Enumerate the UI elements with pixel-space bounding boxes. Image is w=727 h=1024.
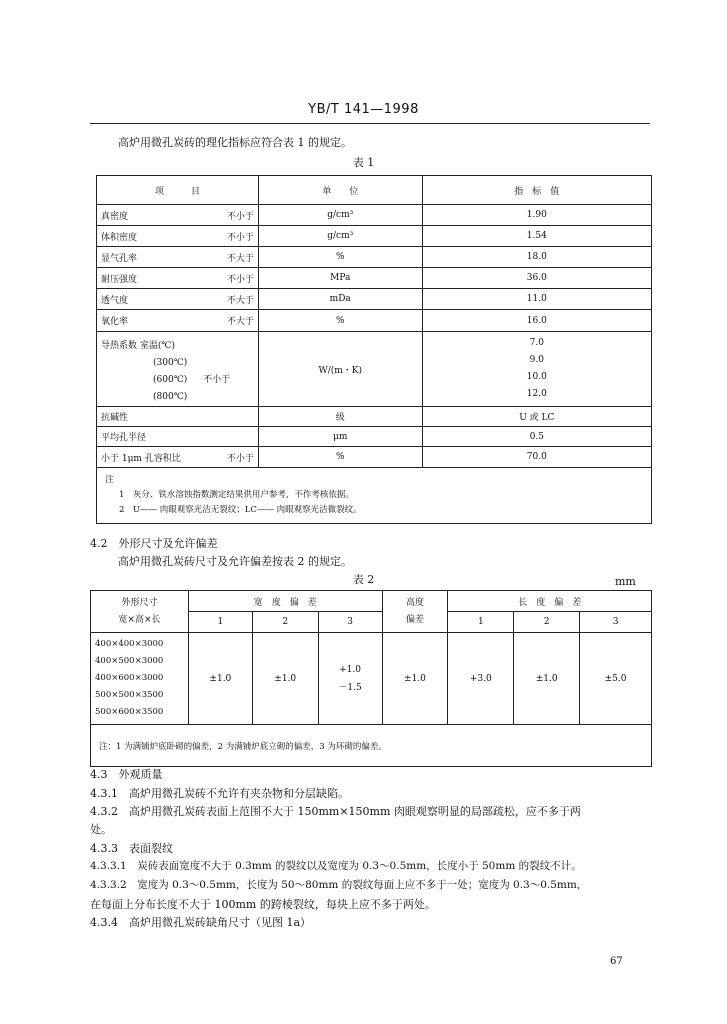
row-unit: g/cm³ (258, 226, 422, 247)
table2-h: ±1.0 (382, 633, 448, 725)
table-row (97, 205, 652, 226)
row-value: 16.0 (422, 310, 651, 332)
thermal-unit: W/(m・K) (258, 332, 422, 407)
row-value: U 或 LC (422, 407, 651, 427)
row-name: 显气孔率 (101, 253, 138, 264)
row-unit: % (258, 447, 422, 468)
table-row (97, 247, 652, 268)
row-value: 36.0 (422, 268, 651, 289)
row-unit: μm (258, 427, 422, 447)
thermal-value: 10.0 (526, 372, 547, 382)
row-cond: 不大于 (226, 295, 254, 306)
para-4-3-2: 4.3.2 高炉用微孔炭砖表面上范围不大于 150mm×150mm 肉眼观察明显的局部疏松，应不多于两 (90, 805, 581, 818)
table2-height-head-sub: 偏差 (405, 614, 424, 625)
row-cond: 不小于 (226, 274, 254, 285)
table2-sub-head: 3 (318, 612, 382, 633)
table1-note-1: 1 灰分、铁水溶蚀指数测定结果供用户参考，不作考核依据。 (119, 490, 354, 500)
row-value: 70.0 (422, 447, 651, 468)
thermal-temp: (800℃) (153, 392, 188, 402)
row-name: 小于 1μm 孔容积比 (101, 453, 181, 464)
table2-size: 400×400×3000 (95, 639, 164, 649)
table-row (97, 447, 652, 468)
table1-note-2: 2 U—— 肉眼观察光洁无裂纹；LC—— 肉眼观察光洁微裂纹。 (119, 505, 362, 515)
table2-size: 400×600×3000 (95, 673, 164, 683)
table1-header-row (97, 176, 652, 205)
table2-note: 注：1 为满铺炉底卧砌的偏差，2 为满铺炉底立砌的偏差，3 为环砌的偏差。 (91, 725, 652, 767)
page-number: 67 (610, 956, 623, 967)
table2-length-head: 长 度 偏 差 (448, 591, 652, 612)
thermal-row (97, 332, 652, 407)
table2-l2: ±1.0 (514, 633, 580, 725)
row-unit: 级 (258, 407, 422, 427)
row-cond: 不大于 (226, 253, 254, 264)
table2-w3-minus: －1.5 (338, 682, 362, 693)
row-name: 抗碱性 (101, 413, 129, 423)
table-row (97, 226, 652, 247)
table2-sub-head: 2 (514, 612, 580, 633)
table2-data-row (91, 633, 652, 725)
row-unit: MPa (258, 268, 422, 289)
para-4-3-4: 4.3.4 高炉用微孔炭砖缺角尺寸（见图 1a） (90, 916, 312, 929)
row-value: 1.90 (422, 205, 651, 226)
row-value: 1.54 (422, 226, 651, 247)
table1-head-value: 指 标 值 (422, 176, 651, 205)
table2-w2: ±1.0 (252, 633, 318, 725)
table2-sub-head: 1 (188, 612, 252, 633)
section-4-3-heading: 4.3 外观质量 (90, 768, 163, 781)
row-unit: % (258, 310, 422, 332)
row-cond: 不大于 (226, 317, 254, 327)
table2-height-head: 高度 (405, 597, 424, 608)
table2-size: 400×500×3000 (95, 656, 164, 666)
table1-notes-row (97, 468, 652, 524)
table-row (97, 268, 652, 289)
table2-l1: +3.0 (448, 633, 514, 725)
thermal-temp: (300℃) (153, 358, 188, 368)
table1-head-item: 项 目 (97, 176, 259, 205)
header-rule (90, 123, 650, 124)
table2 (90, 590, 652, 767)
thermal-value: 12.0 (526, 389, 547, 399)
table2-l3: ±5.0 (580, 633, 652, 725)
intro-text: 高炉用微孔炭砖的理化指标应符合表 1 的规定。 (118, 136, 352, 149)
table-row (97, 407, 652, 427)
table2-size: 500×600×3500 (95, 707, 164, 717)
row-value: 18.0 (422, 247, 651, 268)
table-row (97, 427, 652, 447)
table2-sub-head: 3 (580, 612, 652, 633)
table2-width-head: 宽 度 偏 差 (188, 591, 382, 612)
thermal-temp: (600℃) (153, 375, 188, 385)
row-unit: g/cm³ (258, 205, 422, 226)
row-name: 真密度 (101, 211, 129, 222)
section-4-2-heading: 4.2 外形尺寸及允许偏差 (90, 537, 218, 550)
thermal-value: 9.0 (529, 355, 544, 365)
table1-note-label: 注 (105, 475, 114, 485)
row-unit: % (258, 247, 422, 268)
row-name: 氧化率 (101, 317, 129, 327)
para-4-3-3-2: 4.3.3.2 宽度为 0.3～0.5mm，长度为 50～80mm 的裂纹每面上应不多于一处；宽度为 0.3～0.5mm， (90, 879, 588, 891)
table2-w3-plus: +1.0 (339, 664, 362, 675)
thermal-name: 导热系数 (101, 341, 138, 351)
table-row (97, 289, 652, 310)
table2-w1: ±1.0 (188, 633, 252, 725)
table1-title: 表 1 (352, 156, 375, 169)
para-4-3-3: 4.3.3 表面裂纹 (90, 842, 173, 855)
thermal-value: 7.0 (529, 338, 544, 348)
table2-sub-head: 2 (252, 612, 318, 633)
para-4-3-2-cont: 处。 (90, 823, 112, 836)
table2-title: 表 2 (352, 573, 375, 586)
table1 (96, 175, 652, 524)
table2-size: 500×500×3500 (95, 690, 164, 700)
standard-header: YB/T 141—1998 (308, 102, 419, 117)
para-4-3-3-2-cont: 在每面上分布长度不大于 100mm 的跨棱裂纹，每块上应不多于两处。 (90, 898, 436, 911)
para-4-3-1: 4.3.1 高炉用微孔炭砖不允许有夹杂物和分层缺陷。 (90, 787, 349, 800)
row-name: 透气度 (101, 295, 129, 306)
row-cond: 不小于 (226, 232, 254, 243)
table1-head-unit: 单 位 (258, 176, 422, 205)
row-cond: 不小于 (226, 211, 254, 222)
para-4-3-3-1: 4.3.3.1 炭砖表面宽度不大于 0.3mm 的裂纹以及宽度为 0.3～0.5mm，长度小于 50mm 的裂纹不计。 (90, 860, 582, 872)
row-unit: mDa (258, 289, 422, 310)
row-value: 0.5 (422, 427, 651, 447)
table2-size-head-sub: 宽×高×长 (118, 614, 161, 625)
row-cond: 不小于 (226, 453, 254, 464)
thermal-temp: 室温(℃) (139, 341, 175, 351)
row-name: 体积密度 (101, 232, 138, 243)
thermal-cond: 不小于 (203, 375, 231, 385)
table2-sub-head: 1 (448, 612, 514, 633)
table-row (97, 310, 652, 332)
row-name: 平均孔半径 (101, 433, 147, 443)
row-name: 耐压强度 (101, 274, 138, 285)
section-4-2-text: 高炉用微孔炭砖尺寸及允许偏差按表 2 的规定。 (118, 555, 352, 568)
table2-unit: mm (615, 575, 636, 588)
table2-size-head: 外形尺寸 (121, 597, 158, 608)
row-value: 11.0 (422, 289, 651, 310)
